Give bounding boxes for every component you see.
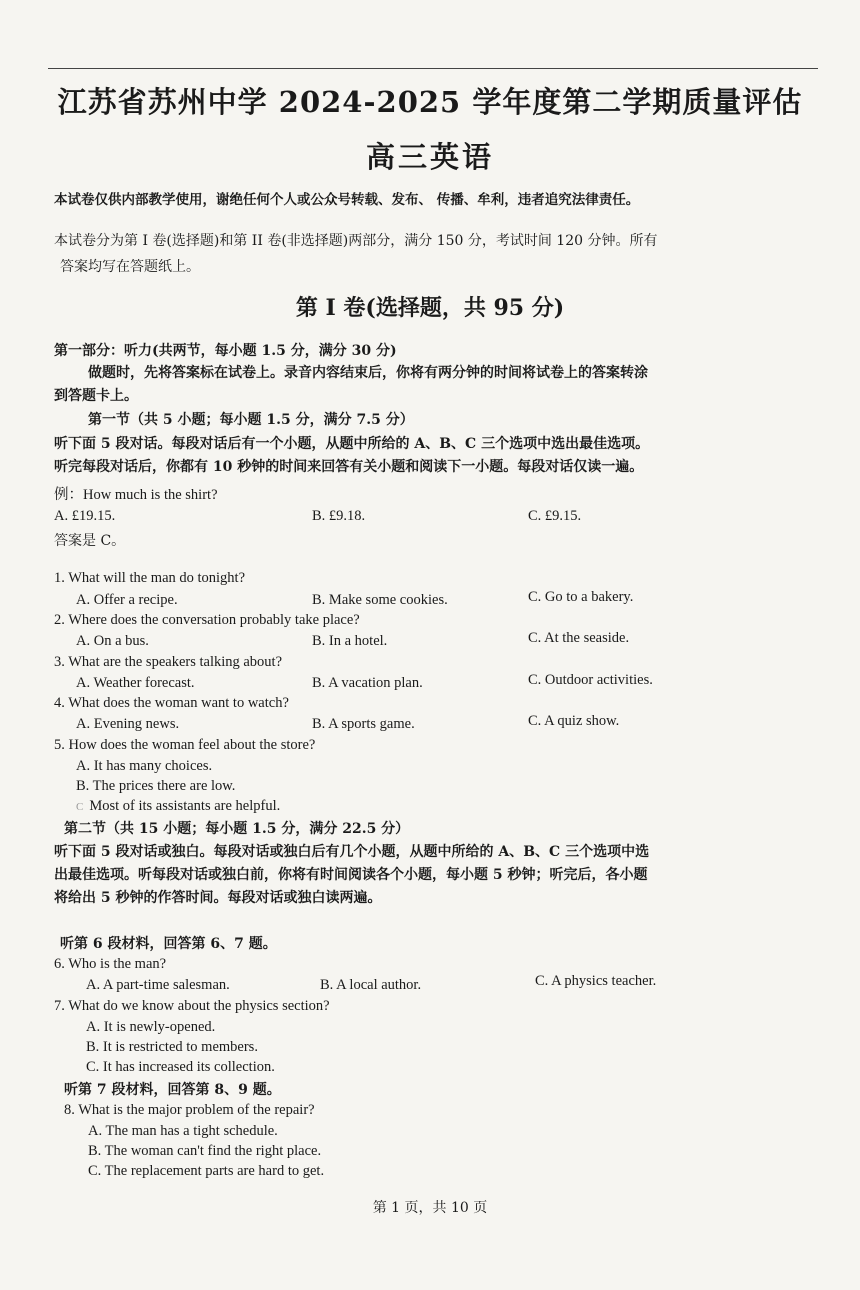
question-3-option-c: C. Outdoor activities.: [528, 672, 653, 688]
question-6-option-a: A. A part-time salesman.: [86, 977, 230, 993]
question-5-option-c-label: C: [76, 801, 84, 813]
question-5-option-b: B. The prices there are low.: [76, 778, 236, 794]
section2-instruction-line1: 听下面 5 段对话或独白。每段对话或独白后有几个小题，从题中所给的 A、B、C 三个选项中选: [54, 844, 650, 860]
example-option-a: A. £19.15.: [54, 508, 116, 524]
section1-instruction-line1: 听下面 5 段对话。每段对话后有一个小题，从题中所给的 A、B、C 三个选项中选出最佳选项。: [54, 436, 650, 452]
example-option-c: C. £9.15.: [528, 508, 582, 524]
section1-instruction-line2: 听完每段对话后，你都有 10 秒钟的时间来回答有关小题和阅读下一小题。每段对话仅读一遍。: [54, 459, 644, 475]
question-8-option-b: B. The woman can't find the right place.: [88, 1143, 322, 1159]
question-5-stem: 5. How does the woman feel about the store?: [54, 737, 316, 753]
exam-subject: 高三英语: [365, 140, 494, 174]
question-4-option-c: C. A quiz show.: [528, 713, 620, 729]
top-rule: [48, 68, 818, 69]
question-4-option-a: A. Evening news.: [76, 716, 180, 732]
example-question: 例：How much is the shirt?: [54, 487, 218, 503]
question-3-option-a: A. Weather forecast.: [76, 675, 195, 691]
example-answer: 答案是 C。: [54, 533, 126, 549]
exam-title: 江苏省苏州中学 2024-2025 学年度第二学期质量评估: [57, 85, 803, 119]
copyright-notice: 本试卷仅供内部教学使用，谢绝任何个人或公众号转载、发布、 传播、牟利，违者追究法律责任。: [54, 192, 640, 208]
question-7-option-b: B. It is restricted to members.: [86, 1039, 258, 1055]
part1-heading: 第一部分：听力(共两节，每小题 1.5 分，满分 30 分): [54, 343, 397, 359]
section2-heading: 第二节（共 15 小题；每小题 1.5 分，满分 22.5 分）: [64, 821, 410, 837]
question-1-option-c: C. Go to a bakery.: [528, 589, 634, 605]
question-2-stem: 2. Where does the conversation probably take place?: [54, 612, 360, 628]
part1-intro-line2: 到答题卡上。: [54, 388, 138, 404]
question-2-option-b: B. In a hotel.: [312, 633, 388, 649]
question-8-stem: 8. What is the major problem of the repair?: [64, 1102, 315, 1118]
question-1-option-b: B. Make some cookies.: [312, 592, 448, 608]
question-6-option-b: B. A local author.: [320, 977, 422, 993]
question-8-option-a: A. The man has a tight schedule.: [88, 1123, 278, 1139]
question-8-option-c: C. The replacement parts are hard to get.: [88, 1163, 325, 1179]
exam-structure-line1: 本试卷分为第 I 卷(选择题)和第 II 卷(非选择题)两部分，满分 150 分，考试时间 120 分钟。所有: [54, 233, 658, 249]
question-4-stem: 4. What does the woman want to watch?: [54, 695, 289, 711]
exam-structure-line2: 答案均写在答题纸上。: [60, 259, 200, 275]
question-1-stem: 1. What will the man do tonight?: [54, 570, 246, 586]
question-2-option-a: A. On a bus.: [76, 633, 149, 649]
question-1-option-a: A. Offer a recipe.: [76, 592, 178, 608]
question-5-option-c: Most of its assistants are helpful.: [89, 798, 281, 814]
question-7-stem: 7. What do we know about the physics section?: [54, 998, 330, 1014]
section2-instruction-line3: 将给出 5 秒钟的作答时间。每段对话或独白读两遍。: [54, 890, 382, 906]
page-footer: 第 1 页，共 10 页: [372, 1200, 488, 1216]
question-7-option-c: C. It has increased its collection.: [86, 1059, 275, 1075]
part1-intro-line1: 做题时，先将答案标在试卷上。录音内容结束后，你将有两分钟的时间将试卷上的答案转涂: [88, 365, 648, 381]
question-3-stem: 3. What are the speakers talking about?: [54, 654, 283, 670]
question-6-stem: 6. Who is the man?: [54, 956, 167, 972]
question-2-option-c: C. At the seaside.: [528, 630, 630, 646]
question-5-option-c-row: [76, 798, 280, 815]
question-3-option-b: B. A vacation plan.: [312, 675, 423, 691]
material-6-heading: 听第 6 段材料，回答第 6、7 题。: [60, 936, 277, 952]
section1-heading: 第一节（共 5 小题；每小题 1.5 分，满分 7.5 分）: [88, 412, 414, 428]
volume1-title: 第 I 卷(选择题，共 95 分): [295, 295, 565, 321]
example-option-b: B. £9.18.: [312, 508, 366, 524]
question-6-option-c: C. A physics teacher.: [535, 973, 657, 989]
section2-instruction-line2: 出最佳选项。听每段对话或独白前，你将有时间阅读各个小题，每小题 5 秒钟；听完后，各小题: [54, 867, 648, 883]
question-7-option-a: A. It is newly-opened.: [86, 1019, 216, 1035]
material-7-heading: 听第 7 段材料，回答第 8、9 题。: [64, 1082, 281, 1098]
question-4-option-b: B. A sports game.: [312, 716, 415, 732]
question-5-option-a: A. It has many choices.: [76, 758, 213, 774]
